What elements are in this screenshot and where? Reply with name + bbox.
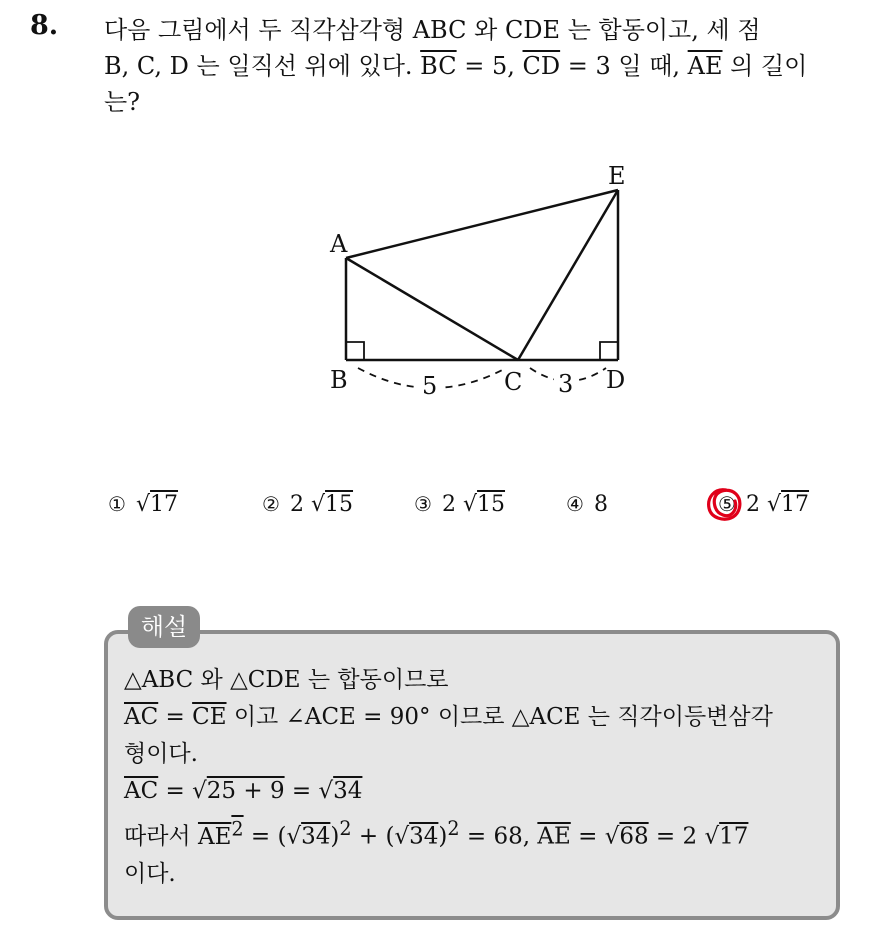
label-b: B bbox=[330, 366, 348, 394]
choice-4-value: 8 bbox=[594, 492, 608, 517]
choice-2[interactable]: ② 2 √15 bbox=[262, 492, 354, 517]
choice-5[interactable]: ⑤ 2 √17 bbox=[718, 492, 810, 517]
right-angle-d bbox=[600, 342, 618, 360]
choice-4-mark: ④ bbox=[566, 492, 584, 516]
length-bc: 5 bbox=[422, 372, 438, 400]
choice-3[interactable]: ③ 2 √15 bbox=[414, 492, 506, 517]
segment-ac bbox=[346, 258, 518, 360]
question-line-3: 는? bbox=[104, 88, 141, 116]
solution-text bbox=[124, 662, 824, 893]
label-c: C bbox=[504, 368, 523, 396]
solution-line-5: 따라서 $AE^2 = (√34)^2 + (√34)^2 = 68$, $\overline{AE} = √68 = 2$ √17 bbox=[124, 817, 749, 850]
choice-3-sqrt: √15 bbox=[463, 492, 506, 517]
label-e: E bbox=[608, 162, 626, 190]
segment-cd: $\overline{CD}$ bbox=[522, 52, 561, 80]
solution-line-3: 형이다. bbox=[124, 741, 198, 767]
choice-4[interactable] bbox=[566, 492, 608, 517]
solution-tag: 해설 bbox=[128, 606, 200, 648]
segment-ae: $\overline{AE}$ bbox=[687, 52, 723, 80]
segment-ae-line bbox=[346, 190, 618, 258]
choice-5-sqrt: √17 bbox=[767, 492, 810, 517]
choice-1-mark: ① bbox=[108, 492, 126, 516]
question-text bbox=[104, 12, 864, 120]
right-angle-b bbox=[346, 342, 364, 360]
label-d: D bbox=[606, 366, 626, 394]
solution-line-6: 이다. bbox=[124, 860, 176, 887]
geometry-figure bbox=[300, 150, 660, 420]
label-a: A bbox=[330, 230, 348, 258]
question-line-1: 다음 그림에서 두 직각삼각형 ABC 와 CDE 는 합동이고, 세 점 bbox=[104, 16, 761, 44]
choice-2-sqrt: √15 bbox=[311, 492, 354, 517]
question-line-2: B, C, D 는 일직선 위에 있다. $\overline{BC} = 5$, $\overline{CD} = 3$ 일 때, $\overline{AE}$ 의 길이 bbox=[104, 52, 808, 80]
segment-bc: $\overline{BC}$ bbox=[420, 52, 457, 80]
choice-1-sqrt: √17 bbox=[136, 492, 179, 517]
solution-line-2: $\overline{AC} = \overline{CE}$ 이고 ∠ACE = 90° 이므로 △ACE 는 직각이등변삼각 bbox=[124, 704, 773, 730]
choice-3-mark: ③ bbox=[414, 492, 432, 516]
solution-line-1: △ABC 와 △CDE 는 합동이므로 bbox=[124, 667, 449, 693]
segment-ce bbox=[518, 190, 618, 360]
question-number: 8. bbox=[30, 10, 59, 41]
triangles-diagram bbox=[300, 150, 660, 420]
choice-1[interactable] bbox=[108, 492, 178, 517]
choice-5-mark: ⑤ bbox=[718, 492, 736, 516]
solution-line-4: $\overline{AC} = √25 + 9 = √34$ bbox=[124, 778, 363, 804]
length-cd: 3 bbox=[558, 370, 574, 398]
choice-2-mark: ② bbox=[262, 492, 280, 516]
selected-answer-circle-icon bbox=[704, 484, 744, 524]
